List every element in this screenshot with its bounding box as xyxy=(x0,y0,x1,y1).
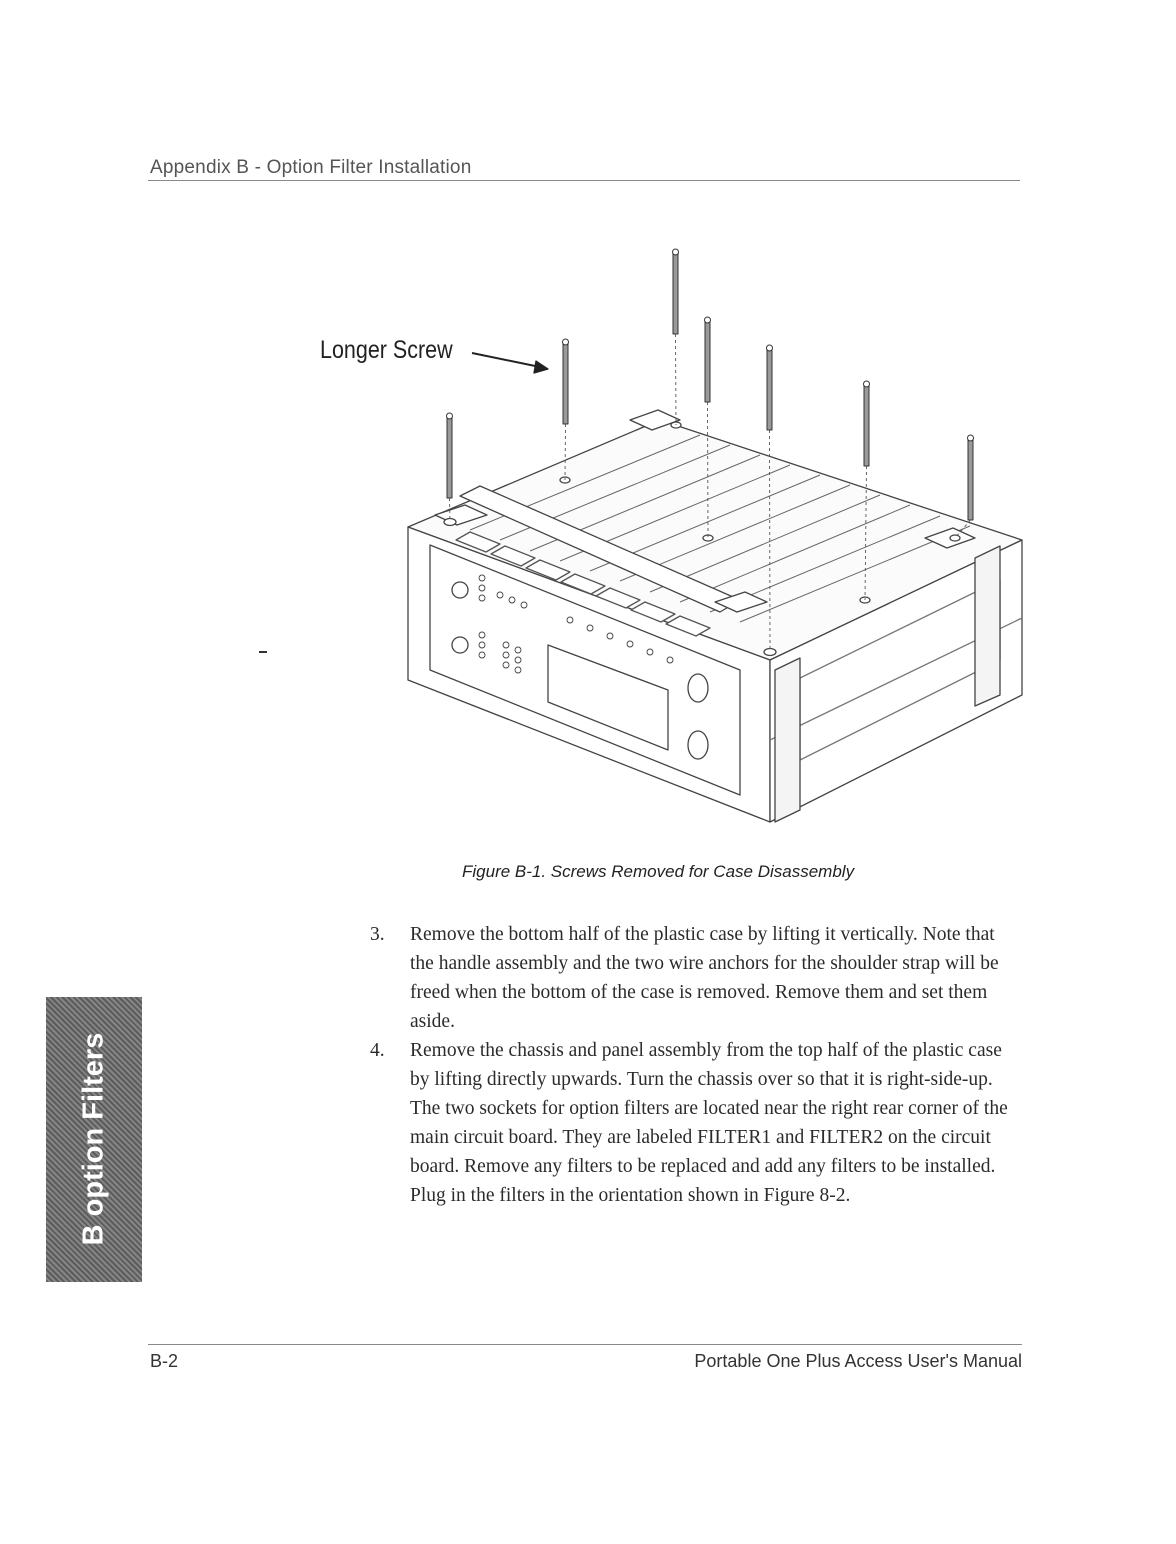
step-4 xyxy=(370,1036,1020,1210)
manual-title: Portable One Plus Access User's Manual xyxy=(694,1351,1022,1371)
step-3 xyxy=(370,920,1020,1036)
step-text: Remove the chassis and panel assembly from the top half of the plastic case by lifting directly upwards. Turn the chassis over so that it is right-side-up. The two sockets for option filters are located near the right rear corner of the main circuit board. They are labeled FILTER1 and FILTER2 on the circuit board. Remove any filters to be replaced and add any filters to be installed. Plug in the filters in the orientation shown in Figure 8-2. xyxy=(410,1040,1008,1206)
instruction-steps xyxy=(370,920,1020,1210)
step-number: 3. xyxy=(370,924,385,945)
running-head: Appendix B - Option Filter Installation xyxy=(150,157,472,178)
stray-mark xyxy=(259,651,267,653)
header-rule xyxy=(148,180,1020,181)
figure-b1 xyxy=(300,240,1040,840)
case-disassembly-illustration xyxy=(300,240,1040,840)
side-tab-label: B option Filters xyxy=(77,1032,110,1246)
longer-screw-callout: Longer Screw xyxy=(320,336,453,364)
step-number: 4. xyxy=(370,1040,385,1061)
page-number: B-2 xyxy=(150,1351,179,1371)
figure-caption: Figure B-1. Screws Removed for Case Disassembly xyxy=(462,862,855,881)
step-text: Remove the bottom half of the plastic case by lifting it vertically. Note that the handle assembly and the two wire anchors for the shoulder strap will be freed when the bottom of the case is removed. Remove them and set them aside. xyxy=(410,924,999,1032)
chapter-side-tab xyxy=(46,997,142,1282)
footer-rule xyxy=(148,1344,1022,1345)
